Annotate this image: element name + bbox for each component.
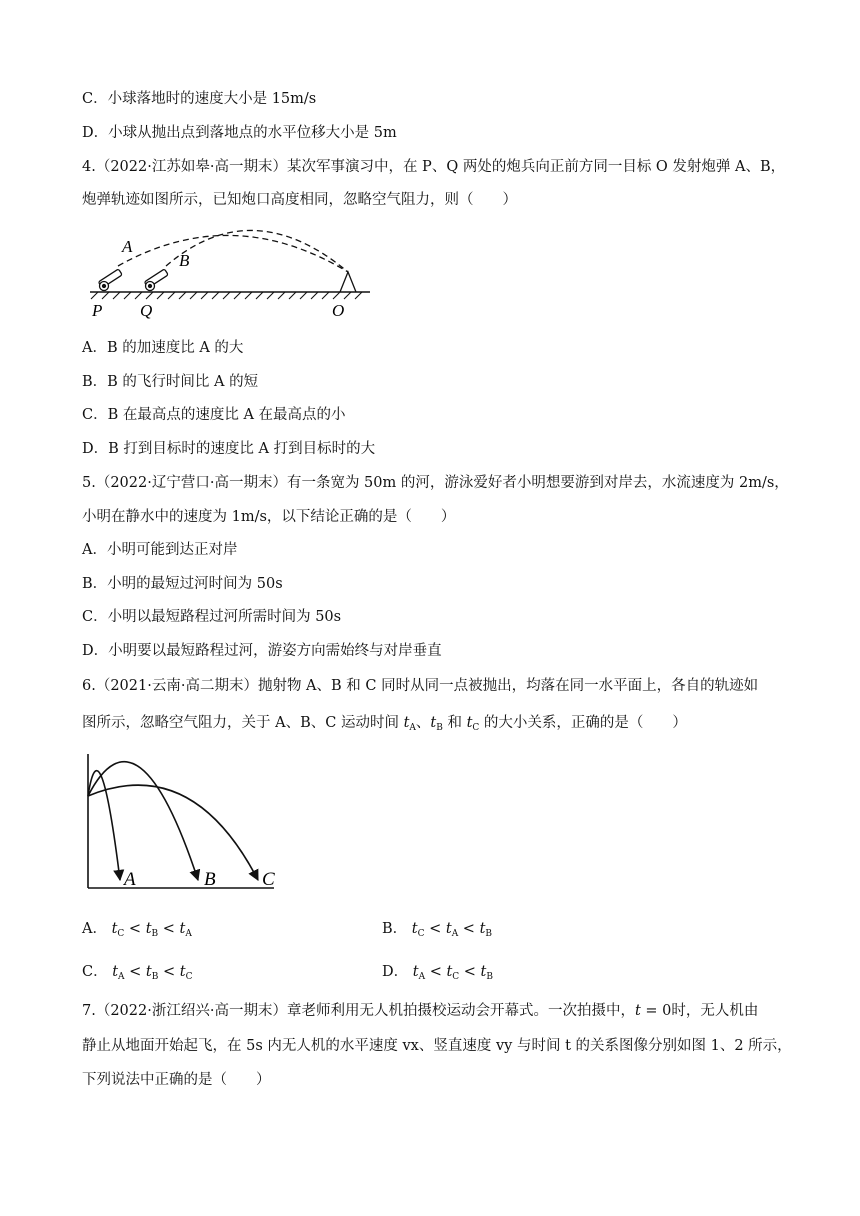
trajectory-b	[166, 230, 348, 272]
q4-option-d: D．B 打到目标时的速度比 A 打到目标时的大	[82, 441, 376, 457]
q5-option-a: A．小明可能到达正对岸	[82, 542, 238, 558]
trajectory-b	[88, 762, 198, 880]
q4-option-c: C．B 在最高点的速度比 A 在最高点的小	[82, 407, 346, 423]
label-b: B	[179, 251, 190, 270]
q5-option-c: C．小明以最短路程过河所需时间为 50s	[82, 609, 342, 625]
label-o: O	[332, 301, 345, 320]
label-q: Q	[140, 301, 153, 320]
q6-option-a: A． $t_C < t_B < t_A$	[82, 921, 192, 939]
q4-option-b: B．B 的飞行时间比 A 的短	[82, 374, 259, 390]
label-b: B	[204, 869, 216, 890]
ground-hatching	[91, 292, 362, 299]
q7-stem-line3: 下列说法中正确的是（ ）	[82, 1072, 271, 1088]
label-a: A	[122, 237, 133, 256]
cannon-q-icon	[144, 269, 168, 291]
q4-stem-line1: 4.（2022·江苏如皋·高一期末）某次军事演习中，在 P、Q 两处的炮兵向正前方同一目标 O 发射炮弹 A、B，	[82, 159, 786, 175]
cannon-p-icon	[98, 269, 122, 291]
q7-stem-line1: 7.（2022·浙江绍兴·高一期末）章老师利用无人机拍摄校运动会开幕式。一次拍摄中，t = 0时，无人机由	[82, 1003, 759, 1019]
q3-option-c: C．小球落地时的速度大小是 15m/s	[82, 91, 317, 107]
label-c: C	[262, 869, 275, 890]
q6-option-d: D． $t_A < t_C < t_B$	[382, 964, 493, 982]
label-p: P	[92, 301, 103, 320]
q3-option-d: D．小球从抛出点到落地点的水平位移大小是 5m	[82, 125, 397, 141]
q6-stem-line1: 6.（2021·云南·高二期末）抛射物 A、B 和 C 同时从同一点被抛出，均落在同一水平面上，各自的轨迹如	[82, 678, 759, 694]
target-o-icon	[340, 272, 356, 292]
q4-option-a: A．B 的加速度比 A 的大	[82, 340, 244, 356]
trajectory-a	[118, 235, 348, 272]
q6-projectile-figure	[82, 748, 292, 896]
q4-cannon-figure	[82, 222, 382, 322]
q5-stem-line2: 小明在静水中的速度为 1m/s，以下结论正确的是（ ）	[82, 509, 456, 525]
label-a: A	[124, 869, 136, 890]
q4-stem-line2: 炮弹轨迹如图所示，已知炮口高度相同，忽略空气阻力，则（ ）	[82, 192, 517, 208]
q6-stem-line2: 图所示，忽略空气阻力，关于 A、B、C 运动时间 $t_A$、$t_B$ 和 $t_C$ 的大小关系，正确的是（ ）	[82, 715, 687, 733]
q5-option-b: B．小明的最短过河时间为 50s	[82, 576, 283, 592]
q6-option-c: C． $t_A < t_B < t_C$	[82, 964, 193, 982]
q7-stem-line2: 静止从地面开始起飞，在 5s 内无人机的水平速度 vx、竖直速度 vy 与时间 t 的关系图像分别如图 1、2 所示，	[82, 1038, 792, 1054]
q6-option-b: B． $t_C < t_A < t_B$	[382, 921, 493, 939]
q5-stem-line1: 5.（2022·辽宁营口·高一期末）有一条宽为 50m 的河，游泳爱好者小明想要游到对岸去，水流速度为 2m/s，	[82, 475, 789, 491]
q5-option-d: D．小明要以最短路程过河，游姿方向需始终与对岸垂直	[82, 643, 442, 659]
